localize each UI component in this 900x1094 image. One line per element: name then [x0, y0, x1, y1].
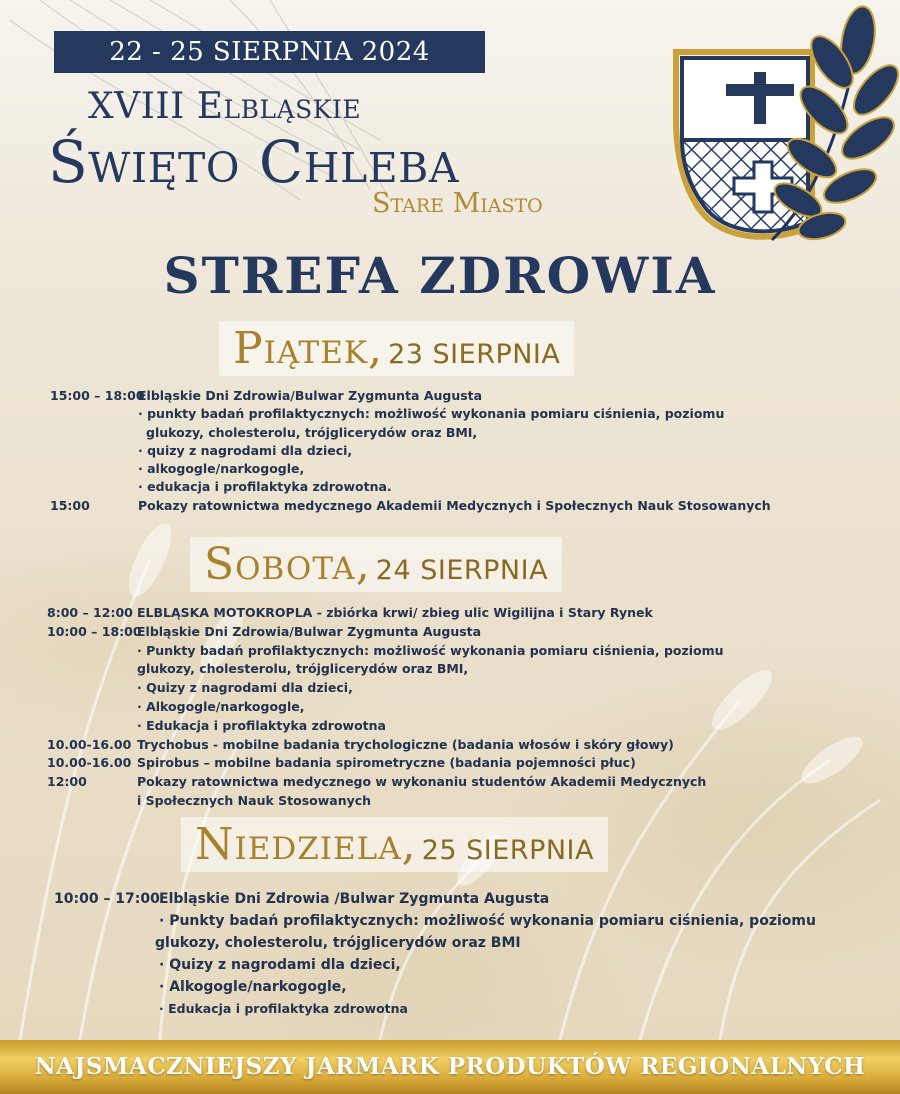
day-date: 23 SIERPNIA [388, 339, 561, 370]
schedule-row [47, 698, 724, 717]
schedule-text: · quizy z nagrodami dla dzieci, [138, 442, 353, 458]
festival-edition: XVIII Elbląskie [88, 86, 362, 127]
schedule-row [54, 888, 816, 910]
schedule-row [54, 998, 816, 1020]
schedule-time: 10.00-16.00 [47, 736, 132, 752]
schedule-row [50, 405, 771, 423]
schedule-time: 8:00 – 12:00 [47, 605, 133, 620]
day-heading-friday [219, 321, 574, 376]
schedule-row [47, 642, 724, 661]
schedule-row [47, 679, 724, 698]
schedule-row [50, 460, 771, 478]
schedule-text: Pokazy ratownictwa medycznego Akademii Medycznych i Społecznych Nauk Stosowanych [138, 497, 771, 513]
schedule-time: 10:00 – 18:00 [47, 623, 142, 639]
schedule-row [47, 754, 724, 773]
schedule-text: · Quizy z nagrodami dla dzieci, [137, 680, 353, 696]
schedule-time: 15:00 [50, 497, 90, 513]
day-heading-sunday [181, 817, 608, 872]
schedule-text: · Quizy z nagrodami dla dzieci, [159, 957, 401, 973]
schedule-row [47, 623, 724, 642]
schedule-text: · edukacja i profilaktyka zdrowotna. [138, 479, 392, 495]
schedule-text: Elbląskie Dni Zdrowia/Bulwar Zygmunta Augusta [137, 623, 482, 639]
day-date: 24 SIERPNIA [375, 555, 549, 586]
footer-banner: NAJSMACZNIEJSZY JARMARK PRODUKTÓW REGIONALNYCH [0, 1040, 900, 1094]
schedule-row [47, 773, 724, 792]
schedule-text: · Punkty badań profilaktycznych: możliwość wykonania pomiaru ciśnienia, poziomu [159, 913, 816, 929]
day-date: 25 SIERPNIA [421, 835, 594, 866]
zone-title: STREFA ZDROWIA [163, 246, 717, 305]
schedule-text: Elbląskie Dni Zdrowia/Bulwar Zygmunta Augusta [138, 388, 483, 403]
schedule-text: ELBLĄSKA MOTOKROPLA - zbiórka krwi/ zbieg ulic Wigilijna i Stary Rynek [137, 605, 653, 620]
schedule-text: · punkty badań profilaktycznych: możliwość wykonania pomiaru ciśnienia, poziomu [138, 406, 725, 422]
schedule-text: · Alkogogle/narkogogle, [159, 979, 347, 995]
schedule-row [50, 497, 771, 515]
schedule-text: · alkogogle/narkogogle, [138, 461, 305, 477]
day-heading-saturday [190, 537, 562, 592]
schedule-sunday [54, 888, 816, 1020]
schedule-text: i Społecznych Nauk Stosowanych [137, 792, 372, 808]
day-name: Niedziela, [195, 819, 417, 870]
schedule-text: glukozy, cholesterolu, trójglicerydów oraz BMI, [146, 424, 478, 440]
festival-title: Święto Chleba [48, 128, 459, 196]
schedule-row [50, 424, 771, 442]
schedule-text: Trychobus - mobilne badania trychologiczne (badania włosów i skóry głowy) [137, 736, 674, 752]
schedule-time: 12:00 [47, 774, 87, 790]
schedule-row [47, 604, 724, 623]
day-name: Piątek, [233, 323, 383, 374]
schedule-text: glukozy, cholesterolu, trójglicerydów oraz BMI [155, 935, 521, 951]
schedule-row [47, 736, 724, 755]
schedule-friday [50, 387, 771, 515]
schedule-text: glukozy, cholesterolu, trójglicerydów oraz BMI, [137, 661, 469, 677]
schedule-time: 15:00 – 18:00 [50, 388, 145, 403]
schedule-row [54, 932, 816, 954]
schedule-text: Pokazy ratownictwa medycznego w wykonaniu studentów Akademii Medycznych [137, 774, 707, 790]
schedule-row [50, 442, 771, 460]
schedule-text: · Punkty badań profilaktycznych: możliwość wykonania pomiaru ciśnienia, poziomu [137, 642, 724, 658]
schedule-row [54, 976, 816, 998]
elblag-crest-icon [662, 0, 900, 260]
schedule-row [50, 478, 771, 496]
schedule-row [47, 792, 724, 811]
schedule-row [47, 717, 724, 736]
schedule-time: 10:00 – 17:00 [54, 891, 160, 907]
schedule-time: 10.00-16.00 [47, 755, 132, 771]
schedule-text: Spirobus – mobilne badania spirometryczne (badania pojemności płuc) [137, 755, 636, 771]
schedule-row [54, 910, 816, 932]
schedule-text: · Edukacja i profilaktyka zdrowotna [159, 1001, 408, 1016]
festival-dates: 22 - 25 SIERPNIA 2024 [54, 31, 485, 73]
schedule-text: · Edukacja i profilaktyka zdrowotna [137, 717, 386, 733]
schedule-text: · Alkogogle/narkogogle, [137, 698, 305, 714]
day-name: Sobota, [204, 539, 371, 590]
festival-location: Stare Miasto [372, 188, 543, 219]
schedule-text: Elbląskie Dni Zdrowia /Bulwar Zygmunta Augusta [159, 891, 550, 907]
schedule-row [47, 660, 724, 679]
schedule-saturday [47, 604, 724, 811]
schedule-row [54, 954, 816, 976]
schedule-row [50, 387, 771, 405]
